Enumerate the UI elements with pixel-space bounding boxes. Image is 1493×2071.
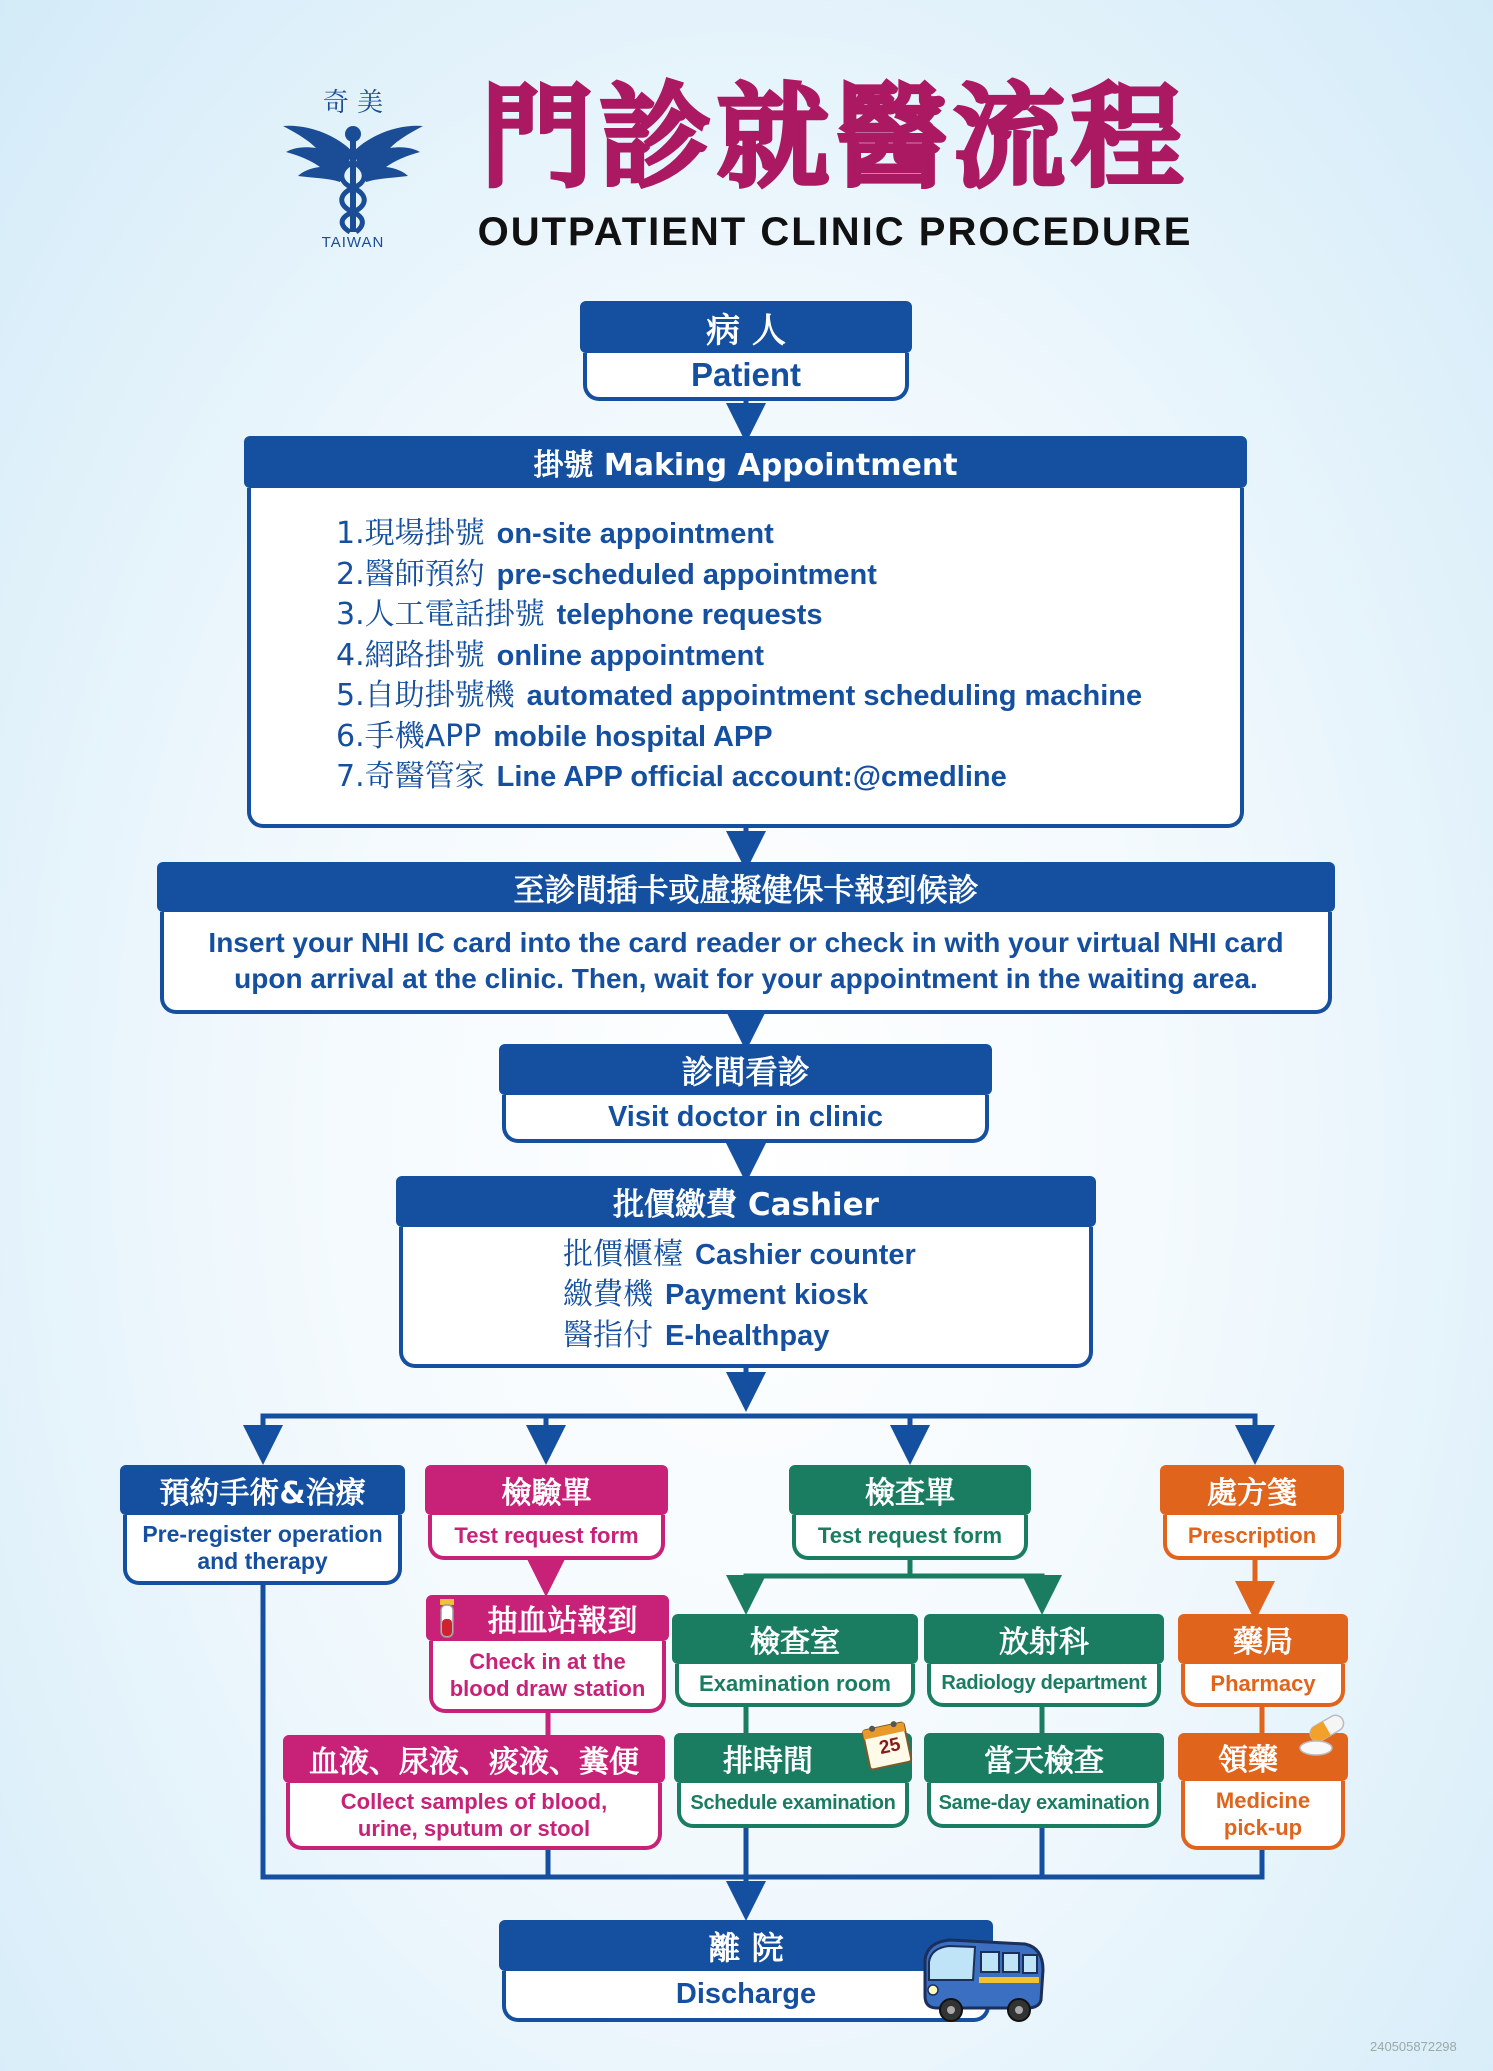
logo-taiwan-text: TAIWAN (321, 234, 385, 251)
samples-label-1: Collect samples of blood, (340, 1788, 608, 1814)
visit-box (499, 1044, 992, 1143)
patient-header: 病 人 (580, 301, 912, 353)
surgery-label-1: Pre-register operation (142, 1521, 383, 1547)
surgery-box (120, 1465, 405, 1585)
blood-draw-body (429, 1641, 666, 1713)
pharmacy-header: 藥局 (1178, 1614, 1348, 1664)
calendar-icon (860, 1720, 914, 1772)
exam-room-box (672, 1614, 918, 1707)
checkin-body (160, 912, 1332, 1014)
logo-chinese-text: 奇 美 (322, 88, 384, 118)
exam-label: Test request form (792, 1515, 1028, 1560)
cashier-item: 醫指付 E-healthpay (563, 1317, 830, 1353)
appointment-item: 6.手機APP mobile hospital APP (336, 718, 773, 754)
exam-room-label: Examination room (675, 1664, 915, 1707)
appointment-box (244, 436, 1247, 828)
same-day-label: Same-day examination (927, 1783, 1161, 1828)
same-day-header: 當天檢查 (924, 1733, 1164, 1783)
samples-box (283, 1735, 665, 1850)
appointment-item: 4.網路掛號 online appointment (336, 637, 765, 673)
pharmacy-label: Pharmacy (1181, 1664, 1345, 1707)
lab-box (425, 1465, 668, 1560)
lab-label: Test request form (428, 1515, 665, 1560)
blood-draw-label-1: Check in at the (469, 1649, 626, 1674)
exam-room-header: 檢查室 (672, 1614, 918, 1664)
radiology-header: 放射科 (924, 1614, 1164, 1664)
medicine-header: 領藥 (1178, 1733, 1348, 1781)
surgery-header: 預約手術&治療 (120, 1465, 405, 1515)
page-subtitle: OUTPATIENT CLINIC PROCEDURE (477, 210, 1193, 254)
page-title: 門診就醫流程 (481, 73, 1189, 203)
appointment-item: 1.現場掛號 on-site appointment (336, 516, 774, 552)
radiology-box (924, 1614, 1164, 1707)
appointment-list (247, 488, 1244, 828)
samples-label-2: urine, sputum or stool (357, 1815, 591, 1841)
exam-box (789, 1465, 1031, 1560)
radiology-label: Radiology department (927, 1664, 1161, 1707)
blood-draw-box (426, 1595, 669, 1713)
blood-draw-header: 抽血站報到 (426, 1595, 669, 1641)
schedule-label: Schedule examination (677, 1783, 909, 1828)
prescription-box (1160, 1465, 1344, 1560)
medicine-label-1: Medicine (1215, 1787, 1311, 1813)
exam-branch (746, 1560, 910, 1600)
cashier-item: 繳費機 Payment kiosk (563, 1277, 869, 1313)
cashier-item: 批價櫃檯 Cashier counter (563, 1236, 916, 1272)
checkin-line-1: Insert your NHI IC card into the card reader or check in with your virtual NHI card (208, 927, 1284, 958)
prescription-label: Prescription (1163, 1515, 1341, 1560)
visit-label: Visit doctor in clinic (502, 1095, 989, 1143)
exam-branch-right (910, 1576, 1042, 1600)
discharge-header: 離 院 (499, 1920, 993, 1971)
blood-draw-label-2: blood draw station (449, 1676, 646, 1701)
schedule-header: 排時間 (674, 1733, 912, 1783)
branch-bar (263, 1416, 1255, 1445)
calendar-day: 25 (877, 1734, 903, 1759)
checkin-header: 至診間插卡或虛擬健保卡報到候診 (157, 862, 1335, 912)
same-day-box (924, 1733, 1164, 1828)
lab-header: 檢驗單 (425, 1465, 668, 1515)
samples-body (286, 1783, 662, 1850)
patient-label: Patient (583, 353, 909, 401)
serial-number: 240505872298 (1370, 2039, 1457, 2054)
bus-icon (915, 1930, 1050, 2025)
surgery-body (123, 1515, 402, 1585)
appointment-item: 7.奇醫管家 Line APP official account:@cmedline (336, 759, 1007, 795)
appointment-item: 3.人工電話掛號 telephone requests (336, 597, 823, 633)
hospital-logo (278, 82, 428, 257)
checkin-box (157, 862, 1335, 1014)
cashier-box (396, 1176, 1096, 1368)
pharmacy-box (1178, 1614, 1348, 1707)
blood-tube-icon (434, 1597, 460, 1641)
discharge-label: Discharge (502, 1971, 990, 2022)
checkin-line-2: upon arrival at the clinic. Then, wait for your appointment in the waiting area. (234, 963, 1258, 994)
appointment-item: 2.醫師預約 pre-scheduled appointment (336, 556, 877, 592)
medicine-body (1181, 1781, 1345, 1850)
pill-icon (1298, 1710, 1360, 1758)
surgery-label-2: and therapy (197, 1548, 328, 1574)
cashier-list (399, 1227, 1093, 1368)
appointment-header: 掛號 Making Appointment (244, 436, 1247, 488)
cashier-header: 批價繳費 Cashier (396, 1176, 1096, 1227)
prescription-header: 處方箋 (1160, 1465, 1344, 1515)
patient-box (580, 301, 912, 401)
appointment-item: 5.自助掛號機 automated appointment scheduling machine (336, 678, 1143, 714)
visit-header: 診間看診 (499, 1044, 992, 1095)
medicine-label-2: pick-up (1223, 1814, 1303, 1840)
caduceus-logo-icon (278, 112, 428, 237)
samples-header: 血液、尿液、痰液、糞便 (283, 1735, 665, 1783)
exam-header: 檢查單 (789, 1465, 1031, 1515)
